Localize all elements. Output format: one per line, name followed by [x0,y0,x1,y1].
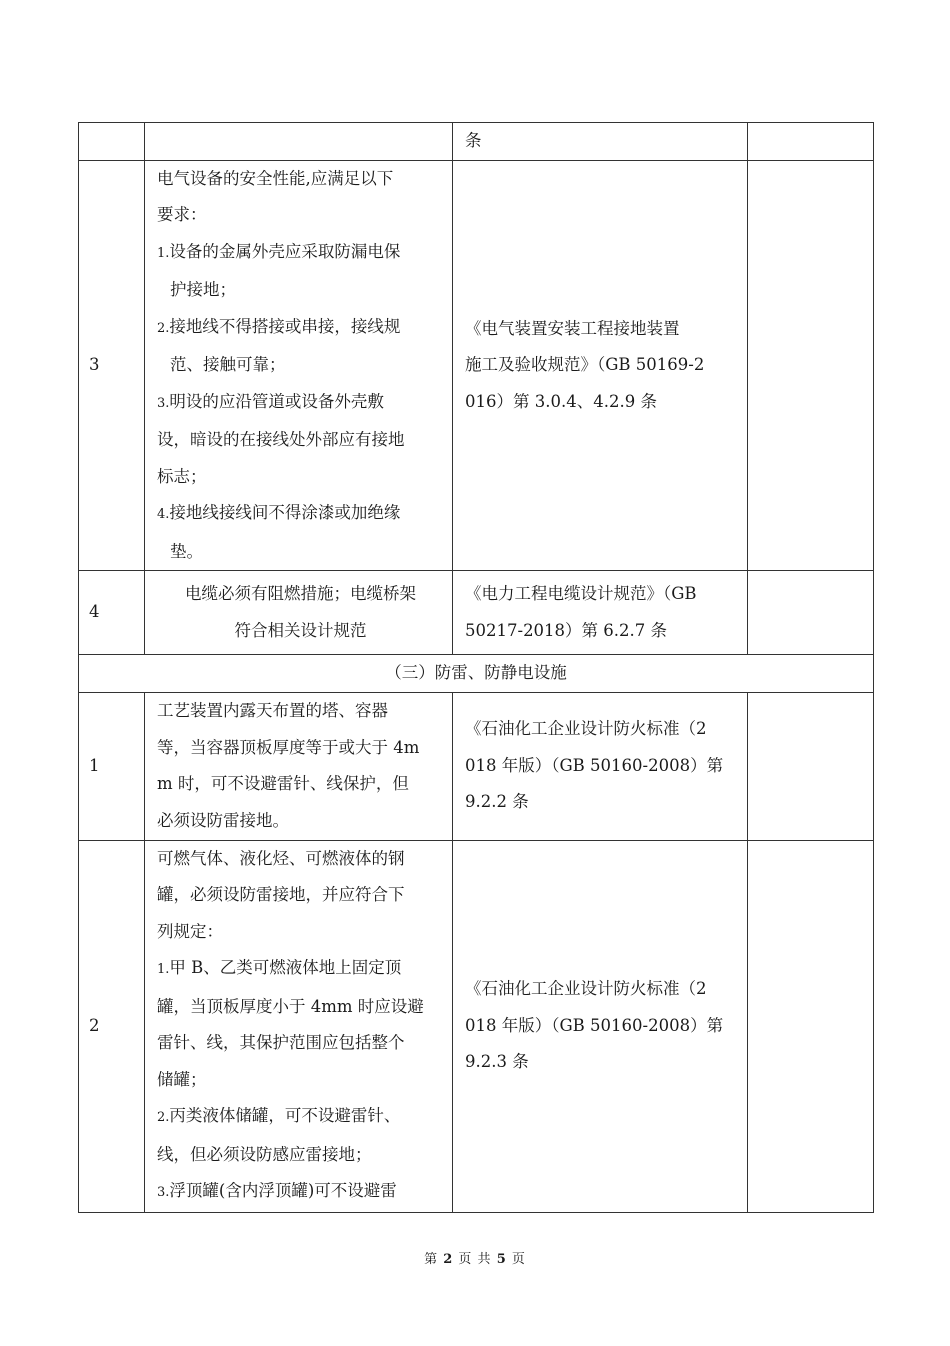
requirement-line: 可燃气体、液化烃、可燃液体的钢 [157,848,405,868]
reference-cell [453,571,748,655]
reference-line: 《石油化工企业设计防火标准（2 [465,979,707,999]
num-cell: 3 [79,160,145,571]
requirement-item [157,950,444,989]
item-text: 明设的应沿管道或设备外壳敷 [169,391,384,411]
requirement-item-cont: 标志； [157,466,207,486]
reference-line: 《石油化工企业设计防火标准（2 [465,719,707,739]
num-cell: 4 [79,571,145,655]
item-number: 1. [157,245,170,261]
requirement-item-cont: 垫。 [170,541,203,561]
item-text: 接地线接线间不得涂漆或加绝缘 [169,503,401,522]
remark-cell [748,692,874,840]
requirement-item [157,384,444,423]
reference-line: 018 年版）（GB 50160-2008）第 [465,1015,724,1035]
item-text: 甲 B、乙类可燃液体地上固定顶 [169,958,402,977]
section-title: （三）防雷、防静电设施 [79,655,874,693]
footer-prefix: 第 [424,1252,439,1267]
reference-line: 《电力工程电缆设计规范》（GB [465,584,697,603]
item-text: 设备的金属外壳应采取防漏电保 [169,241,401,261]
requirement-line: 电缆必须有阻燃措施；电缆桥架 [185,584,416,603]
item-number: 2. [157,1110,170,1125]
requirement-item-cont: 储罐； [157,1069,207,1089]
remark-cell [748,571,874,655]
item-text: 接地线不得搭接或串接，接线规 [169,316,401,336]
standards-table [78,122,874,1213]
requirement-item-cont: 雷针、线，其保护范围应包括整个 [157,1033,405,1052]
requirement-line: 电气设备的安全性能,应满足以下 [157,168,394,188]
table-row [79,123,874,161]
item-number: 4. [157,507,170,522]
reference-line: 016）第 3.0.4、4.2.9 条 [465,391,657,411]
reference-cell [453,123,748,161]
requirement-cell [145,571,453,655]
footer-suffix: 页 [511,1252,526,1267]
requirement-line: 符合相关设计规范 [234,620,367,640]
reference-line: 9.2.3 条 [465,1052,529,1072]
requirement-item [157,234,444,273]
requirement-line: m 时，可不设避雷针、线保护，但 [157,774,409,793]
requirement-line: 等，当容器顶板厚度等于或大于 4m [157,737,420,757]
requirement-line: 必须设防雷接地。 [157,810,289,830]
remark-cell [748,160,874,571]
remark-cell [748,123,874,161]
remark-cell [748,840,874,1212]
reference-line: 9.2.2 条 [465,792,529,812]
requirement-item-cont: 护接地； [170,280,236,299]
num-cell [79,123,145,161]
requirement-item-cont: 线，但必须设防感应雷接地； [157,1144,372,1164]
item-text: 丙类液体储罐，可不设避雷针、 [169,1106,401,1125]
reference-line: 50217-2018）第 6.2.7 条 [465,620,668,640]
item-number: 3. [157,395,170,411]
reference-cell [453,840,748,1212]
requirement-line: 罐，必须设防雷接地，并应符合下 [157,885,405,904]
footer-mid: 页 共 [458,1252,492,1267]
item-number: 2. [157,320,170,336]
table-row [79,692,874,840]
table-row [79,840,874,1212]
reference-line: 施工及验收规范》（GB 50169-2 [465,355,705,374]
item-number: 1. [157,962,170,977]
requirement-cell [145,840,453,1212]
num-cell: 1 [79,692,145,840]
page-footer [0,1248,950,1267]
reference-line: 《电气装置安装工程接地装置 [465,318,680,338]
requirement-cell [145,160,453,571]
requirement-cell [145,123,453,161]
page-total: 5 [496,1252,507,1267]
requirement-item-cont: 罐，当顶板厚度小于 4mm 时应设避 [157,996,424,1016]
item-number: 3. [157,1185,170,1200]
requirement-item-cont: 范、接触可靠； [170,355,286,374]
page-number: 2 [443,1252,454,1267]
requirement-item [157,1173,444,1212]
requirement-item [157,1098,444,1137]
num-cell: 2 [79,840,145,1212]
requirement-line: 要求： [157,205,207,224]
table-row [79,160,874,571]
section-row [79,655,874,693]
table-row [79,571,874,655]
requirement-item [157,309,444,348]
reference-line: 018 年版）（GB 50160-2008）第 [465,755,724,775]
reference-cell [453,692,748,840]
reference-line: 条 [465,131,482,150]
requirement-line: 列规定： [157,921,223,941]
item-text: 浮顶罐(含内浮顶罐)可不设避雷 [169,1181,397,1200]
requirement-item [157,495,444,534]
requirement-line: 工艺装置内露天布置的塔、容器 [157,701,388,720]
requirement-item-cont: 设，暗设的在接线处外部应有接地 [157,430,405,449]
reference-cell [453,160,748,571]
requirement-cell [145,692,453,840]
